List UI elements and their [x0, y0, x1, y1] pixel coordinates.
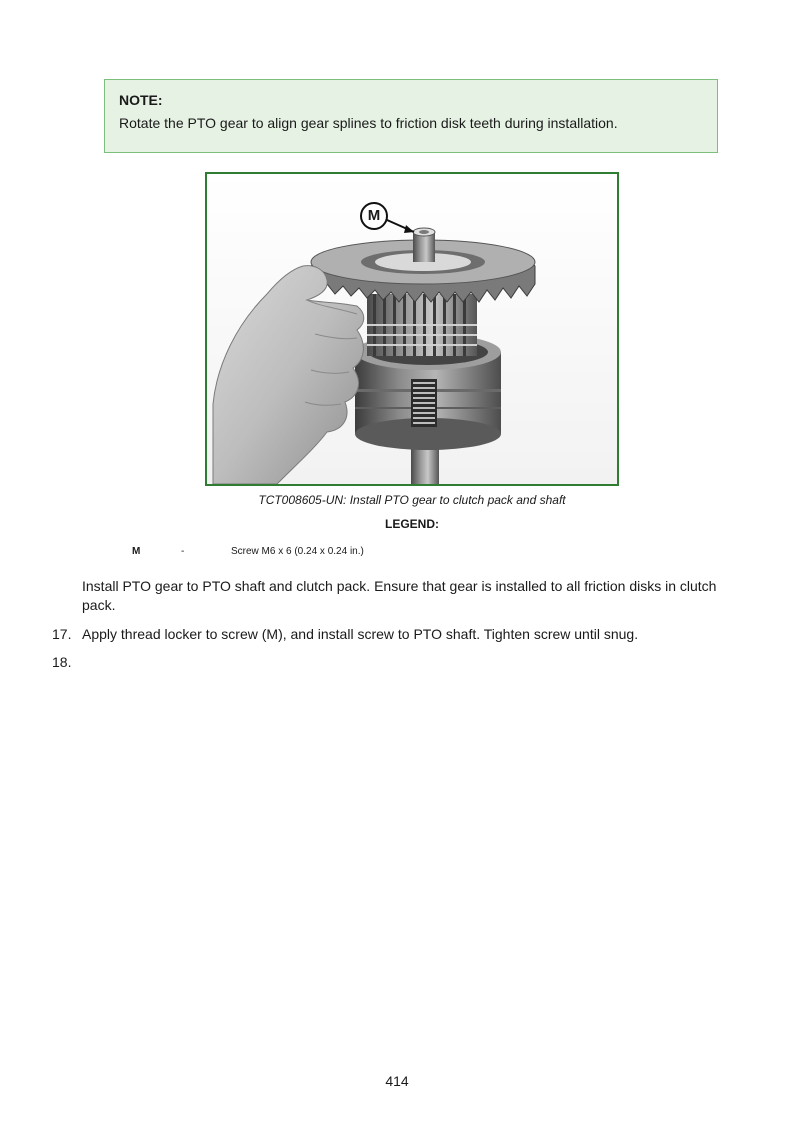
gear-photo-illustration: [207, 174, 617, 484]
legend-title: LEGEND:: [385, 517, 439, 531]
legend-separator: -: [181, 546, 185, 557]
note-title: NOTE:: [119, 92, 163, 108]
note-box: [104, 79, 718, 153]
step-number: 18.: [52, 654, 72, 670]
figure-frame: [205, 172, 619, 486]
legend-key: M: [132, 546, 141, 557]
note-text: Rotate the PTO gear to align gear splines to friction disk teeth during installation.: [119, 115, 618, 131]
callout-label: M: [367, 207, 381, 224]
step-continuation-text: Install PTO gear to PTO shaft and clutch pack. Ensure that gear is installed to all friction disks in clutch pack.: [82, 578, 717, 613]
step-number: 17.: [52, 626, 72, 642]
friction-disk-pack: [367, 294, 477, 356]
step-text: Apply thread locker to screw (M), and install screw to PTO shaft. Tighten screw until snug.: [82, 626, 639, 642]
legend-description: Screw M6 x 6 (0.24 x 0.24 in.): [231, 546, 364, 557]
figure-caption: TCT008605-UN: Install PTO gear to clutch pack and shaft: [258, 493, 566, 507]
page-number: 414: [385, 1073, 409, 1089]
